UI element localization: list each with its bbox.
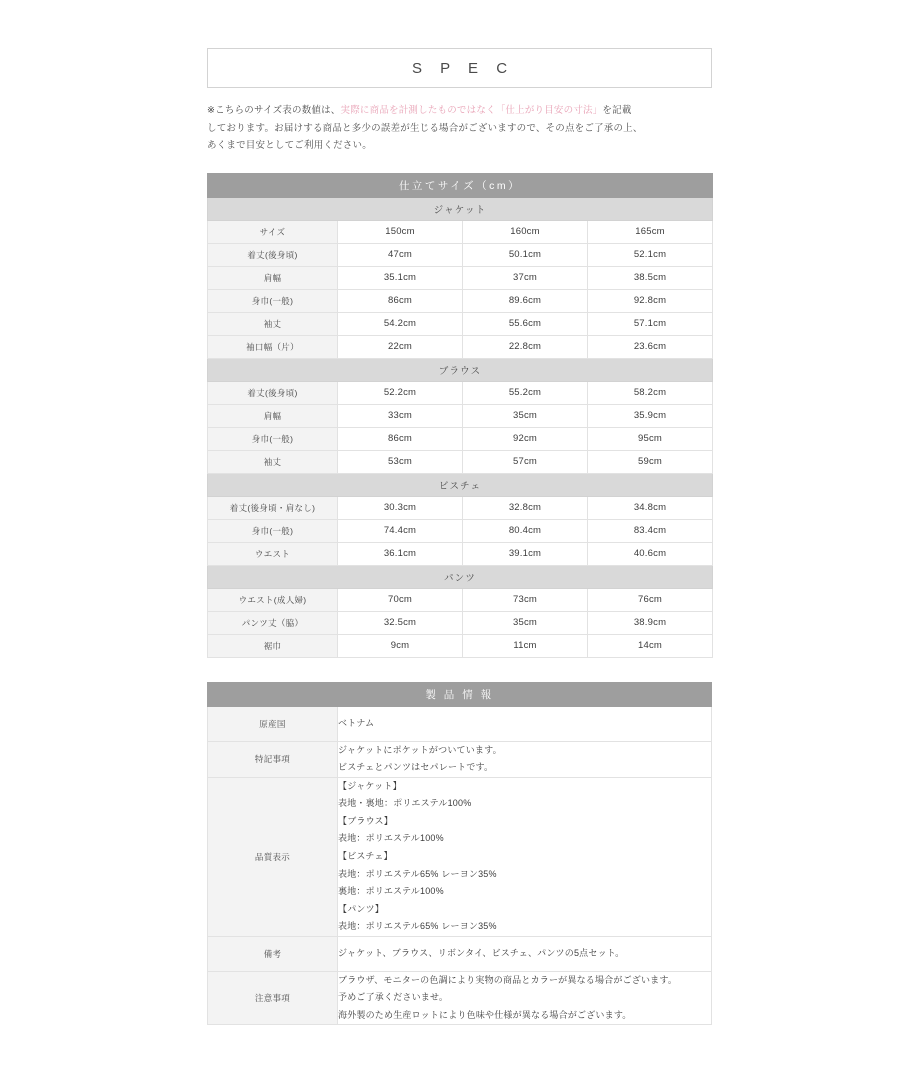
section-title-jacket: ジャケット	[208, 197, 713, 220]
info-line: 予めご了承くださいませ。	[338, 992, 449, 1003]
info-line: 【パンツ】	[338, 903, 385, 914]
row-value: 73cm	[463, 588, 588, 611]
notice-line1-pre: ※こちらのサイズ表の数値は、	[207, 105, 341, 116]
row-value: 35.9cm	[588, 404, 713, 427]
row-value: 9cm	[338, 634, 463, 657]
table-row	[208, 706, 712, 741]
notice-line2: しております。お届けする商品と多少の誤差が生じる場合がございますので、その点をご了承の上、	[207, 122, 643, 134]
row-value: 22cm	[338, 335, 463, 358]
row-value: 38.9cm	[588, 611, 713, 634]
notice-line3: あくまで目安としてご利用ください。	[207, 140, 372, 152]
row-value: 23.6cm	[588, 335, 713, 358]
row-value	[338, 936, 712, 971]
info-line: 裏地：ポリエステル100%	[338, 886, 444, 897]
row-value: 150cm	[338, 220, 463, 243]
info-line: ブラウザ、モニターの色調により実物の商品とカラーが異なる場合がございます。	[338, 974, 678, 985]
table-row	[208, 936, 712, 971]
notice-line1-post: を記載	[602, 105, 632, 116]
row-value: 39.1cm	[463, 542, 588, 565]
table-row	[208, 243, 713, 266]
row-value: 35cm	[463, 404, 588, 427]
row-value: 35cm	[463, 611, 588, 634]
section-header-row	[208, 358, 713, 381]
row-value	[338, 741, 712, 777]
row-value: 22.8cm	[463, 335, 588, 358]
page-title: S P E C	[411, 59, 515, 77]
row-label: 袖丈	[208, 312, 338, 335]
info-line: 表地・裏地：ポリエステル100%	[338, 798, 472, 809]
row-value: 33cm	[338, 404, 463, 427]
row-value: 35.1cm	[338, 266, 463, 289]
table-row	[208, 611, 713, 634]
info-line: ジャケットにポケットがついています。	[338, 744, 502, 755]
row-value: 83.4cm	[588, 519, 713, 542]
row-label: 注意事項	[208, 971, 338, 1025]
row-label: 裾巾	[208, 634, 338, 657]
row-value: 95cm	[588, 427, 713, 450]
row-value: 11cm	[463, 634, 588, 657]
row-label: 身巾(一般)	[208, 519, 338, 542]
row-value: 55.6cm	[463, 312, 588, 335]
table-row	[208, 427, 713, 450]
row-value: 55.2cm	[463, 381, 588, 404]
spec-title-box	[207, 48, 712, 88]
table-row	[208, 450, 713, 473]
size-table-header: 仕立てサイズ（cm）	[208, 173, 713, 197]
row-label: 袖丈	[208, 450, 338, 473]
row-value: 52.1cm	[588, 243, 713, 266]
info-line: 表地：ポリエステル65% レーヨン35%	[338, 868, 497, 879]
row-value: 30.3cm	[338, 496, 463, 519]
table-row	[208, 404, 713, 427]
row-value: 92cm	[463, 427, 588, 450]
row-label: サイズ	[208, 220, 338, 243]
table-row	[208, 335, 713, 358]
row-label: 原産国	[208, 706, 338, 741]
size-notice	[207, 102, 712, 155]
table-row	[208, 496, 713, 519]
table-row	[208, 971, 712, 1025]
section-title-bustier: ビスチェ	[208, 473, 713, 496]
row-label: 特記事項	[208, 741, 338, 777]
row-label: ウエスト(成人婦)	[208, 588, 338, 611]
table-row	[208, 312, 713, 335]
row-value	[338, 706, 712, 741]
info-line: 海外製のため生産ロットにより色味や仕様が異なる場合がございます。	[338, 1009, 632, 1020]
row-value: 80.4cm	[463, 519, 588, 542]
size-table-body	[208, 173, 713, 657]
row-value: 92.8cm	[588, 289, 713, 312]
product-info-header: 製 品 情 報	[208, 682, 712, 706]
row-value: 160cm	[463, 220, 588, 243]
section-title-blouse: ブラウス	[208, 358, 713, 381]
info-line: ビスチェとパンツはセパレートです。	[338, 762, 494, 773]
row-label: 肩幅	[208, 404, 338, 427]
row-value: 50.1cm	[463, 243, 588, 266]
row-label: 着丈(後身頃)	[208, 381, 338, 404]
row-label: 身巾(一般)	[208, 289, 338, 312]
page-content	[207, 48, 712, 1025]
info-line: ジャケット、ブラウス、リボンタイ、ビスチェ、パンツの5点セット。	[338, 947, 625, 958]
size-table	[207, 173, 713, 658]
row-value: 57cm	[463, 450, 588, 473]
section-header-row	[208, 197, 713, 220]
row-value: 86cm	[338, 427, 463, 450]
table-row	[208, 542, 713, 565]
row-value: 53cm	[338, 450, 463, 473]
row-value: 32.8cm	[463, 496, 588, 519]
row-value: 47cm	[338, 243, 463, 266]
notice-highlight: 実際に商品を計測したものではなく「仕上がり目安の寸法」	[340, 105, 603, 116]
table-row	[208, 741, 712, 777]
row-label: 着丈(後身頃)	[208, 243, 338, 266]
row-label: 肩幅	[208, 266, 338, 289]
table-row	[208, 634, 713, 657]
table-row	[208, 289, 713, 312]
row-value: 57.1cm	[588, 312, 713, 335]
row-value: 86cm	[338, 289, 463, 312]
row-value: 37cm	[463, 266, 588, 289]
section-title-pants: パンツ	[208, 565, 713, 588]
row-value: 32.5cm	[338, 611, 463, 634]
row-label: 身巾(一般)	[208, 427, 338, 450]
row-value: 52.2cm	[338, 381, 463, 404]
info-line: 【ビスチェ】	[338, 850, 393, 861]
info-line: 【ブラウス】	[338, 815, 393, 826]
row-label: 備考	[208, 936, 338, 971]
row-value: 36.1cm	[338, 542, 463, 565]
product-info-table	[207, 682, 712, 1026]
row-value	[338, 971, 712, 1025]
table-row	[208, 220, 713, 243]
info-line: 表地：ポリエステル65% レーヨン35%	[338, 921, 497, 932]
row-value: 89.6cm	[463, 289, 588, 312]
section-header-row	[208, 565, 713, 588]
row-value: 54.2cm	[338, 312, 463, 335]
row-value: 38.5cm	[588, 266, 713, 289]
row-label: 着丈(後身頃・肩なし)	[208, 496, 338, 519]
info-line: ベトナム	[338, 717, 375, 728]
row-value: 34.8cm	[588, 496, 713, 519]
row-label: ウエスト	[208, 542, 338, 565]
table-row	[208, 266, 713, 289]
row-value: 70cm	[338, 588, 463, 611]
section-header-row	[208, 473, 713, 496]
table-row	[208, 519, 713, 542]
row-value: 40.6cm	[588, 542, 713, 565]
table-row	[208, 588, 713, 611]
info-line: 【ジャケット】	[338, 780, 402, 791]
row-label: 品質表示	[208, 777, 338, 936]
row-value: 74.4cm	[338, 519, 463, 542]
product-info-body	[208, 682, 712, 1025]
row-value	[338, 777, 712, 936]
info-line: 表地：ポリエステル100%	[338, 833, 444, 844]
row-value: 76cm	[588, 588, 713, 611]
size-table-header-row	[208, 173, 713, 197]
row-value: 14cm	[588, 634, 713, 657]
row-label: 袖口幅（片）	[208, 335, 338, 358]
info-header-row	[208, 682, 712, 706]
row-label: パンツ丈（脇）	[208, 611, 338, 634]
row-value: 165cm	[588, 220, 713, 243]
table-row	[208, 777, 712, 936]
table-row	[208, 381, 713, 404]
row-value: 59cm	[588, 450, 713, 473]
row-value: 58.2cm	[588, 381, 713, 404]
